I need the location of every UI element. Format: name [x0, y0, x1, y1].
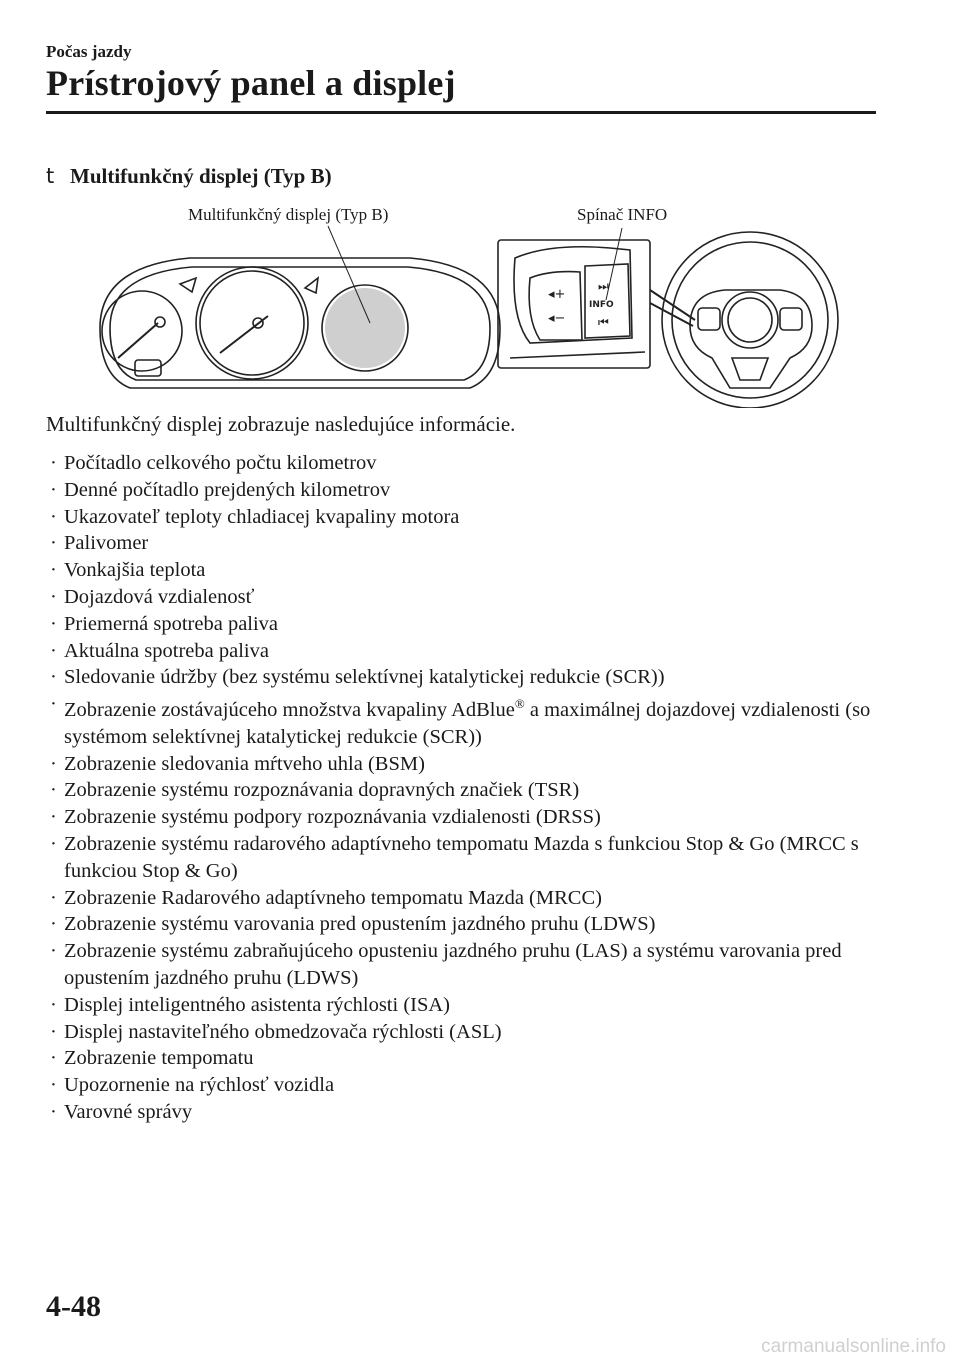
registered-mark: ® — [514, 696, 525, 712]
svg-text:◂−: ◂− — [548, 311, 566, 326]
list-item: · Displej inteligentného asistenta rýchlosti (ISA) — [46, 992, 886, 1019]
switch-panel-drawing — [498, 240, 650, 368]
title-divider — [46, 111, 876, 114]
list-item: · Zobrazenie sledovania mŕtveho uhla (BSM) — [46, 751, 886, 778]
list-item: · Ukazovateľ teploty chladiacej kvapaliny motora — [46, 504, 886, 531]
page-title: Prístrojový panel a displej — [46, 63, 456, 103]
watermark: carmanualsonline.info — [761, 1336, 946, 1357]
info-switch-text: INFO — [589, 300, 614, 310]
section-marker: t — [46, 164, 55, 188]
list-item: · Palivomer — [46, 530, 886, 557]
list-item: · Upozornenie na rýchlosť vozidla — [46, 1072, 886, 1099]
list-item: · Zobrazenie systému radarového adaptívneho tempomatu Mazda s funkciou Stop & Go (MRCC s funkciou Stop & Go) — [46, 831, 886, 885]
list-item: · Sledovanie údržby (bez systému selektívnej katalytickej redukcie (SCR)) — [46, 664, 886, 691]
list-item: · Displej nastaviteľného obmedzovača rýchlosti (ASL) — [46, 1019, 886, 1046]
info-switch-callout-label: Spínač INFO — [577, 205, 668, 224]
figure-illustration — [80, 198, 880, 408]
svg-text:◂+: ◂+ — [548, 287, 566, 302]
list-item: · Dojazdová vzdialenosť — [46, 584, 886, 611]
list-item: · Denné počítadlo prejdených kilometrov — [46, 477, 886, 504]
steering-wheel-drawing — [662, 232, 838, 408]
info-list — [46, 450, 886, 1126]
section-heading-text: Multifunkčný displej (Typ B) — [70, 164, 332, 188]
list-item: · Vonkajšia teplota — [46, 557, 886, 584]
instrument-cluster-drawing — [100, 258, 500, 388]
list-item: · Zobrazenie systému rozpoznávania dopravných značiek (TSR) — [46, 777, 886, 804]
list-item: · Varovné správy — [46, 1099, 886, 1126]
adblue-item-end: a maximálnej dojazdovej vzdialenosti (so systémom selektívnej katalytickej redukcie (SCR)) — [64, 699, 871, 748]
chapter-label: Počas jazdy — [46, 42, 132, 61]
adblue-item-start: Zobrazenie zostávajúceho množstva kvapaliny AdBlue — [64, 699, 515, 721]
list-item: · Zobrazenie Radarového adaptívneho tempomatu Mazda (MRCC) — [46, 885, 886, 912]
svg-text:⏮: ⏮ — [598, 315, 609, 329]
list-item: · Počítadlo celkového počtu kilometrov — [46, 450, 886, 477]
list-item: · Priemerná spotreba paliva — [46, 611, 886, 638]
multifunction-display-shading — [325, 288, 405, 368]
page-number: 4-48 — [46, 1290, 101, 1323]
list-item: · Zobrazenie tempomatu — [46, 1045, 886, 1072]
instrument-cluster-figure — [80, 198, 880, 408]
list-item: · Aktuálna spotreba paliva — [46, 638, 886, 665]
intro-text: Multifunkčný displej zobrazuje nasledujúce informácie. — [46, 412, 516, 436]
list-item: · Zobrazenie systému zabraňujúceho opusteniu jazdného pruhu (LAS) a systému varovania pred opustením jazdného pruhu (LDWS) — [46, 938, 886, 992]
display-callout-label: Multifunkčný displej (Typ B) — [188, 205, 389, 224]
svg-text:⏭: ⏭ — [598, 279, 609, 293]
list-item: · Zobrazenie systému podpory rozpoznávania vzdialenosti (DRSS) — [46, 804, 886, 831]
section-heading — [46, 164, 332, 189]
list-item: · Zobrazenie systému varovania pred opustením jazdného pruhu (LDWS) — [46, 911, 886, 938]
list-item — [46, 691, 886, 750]
